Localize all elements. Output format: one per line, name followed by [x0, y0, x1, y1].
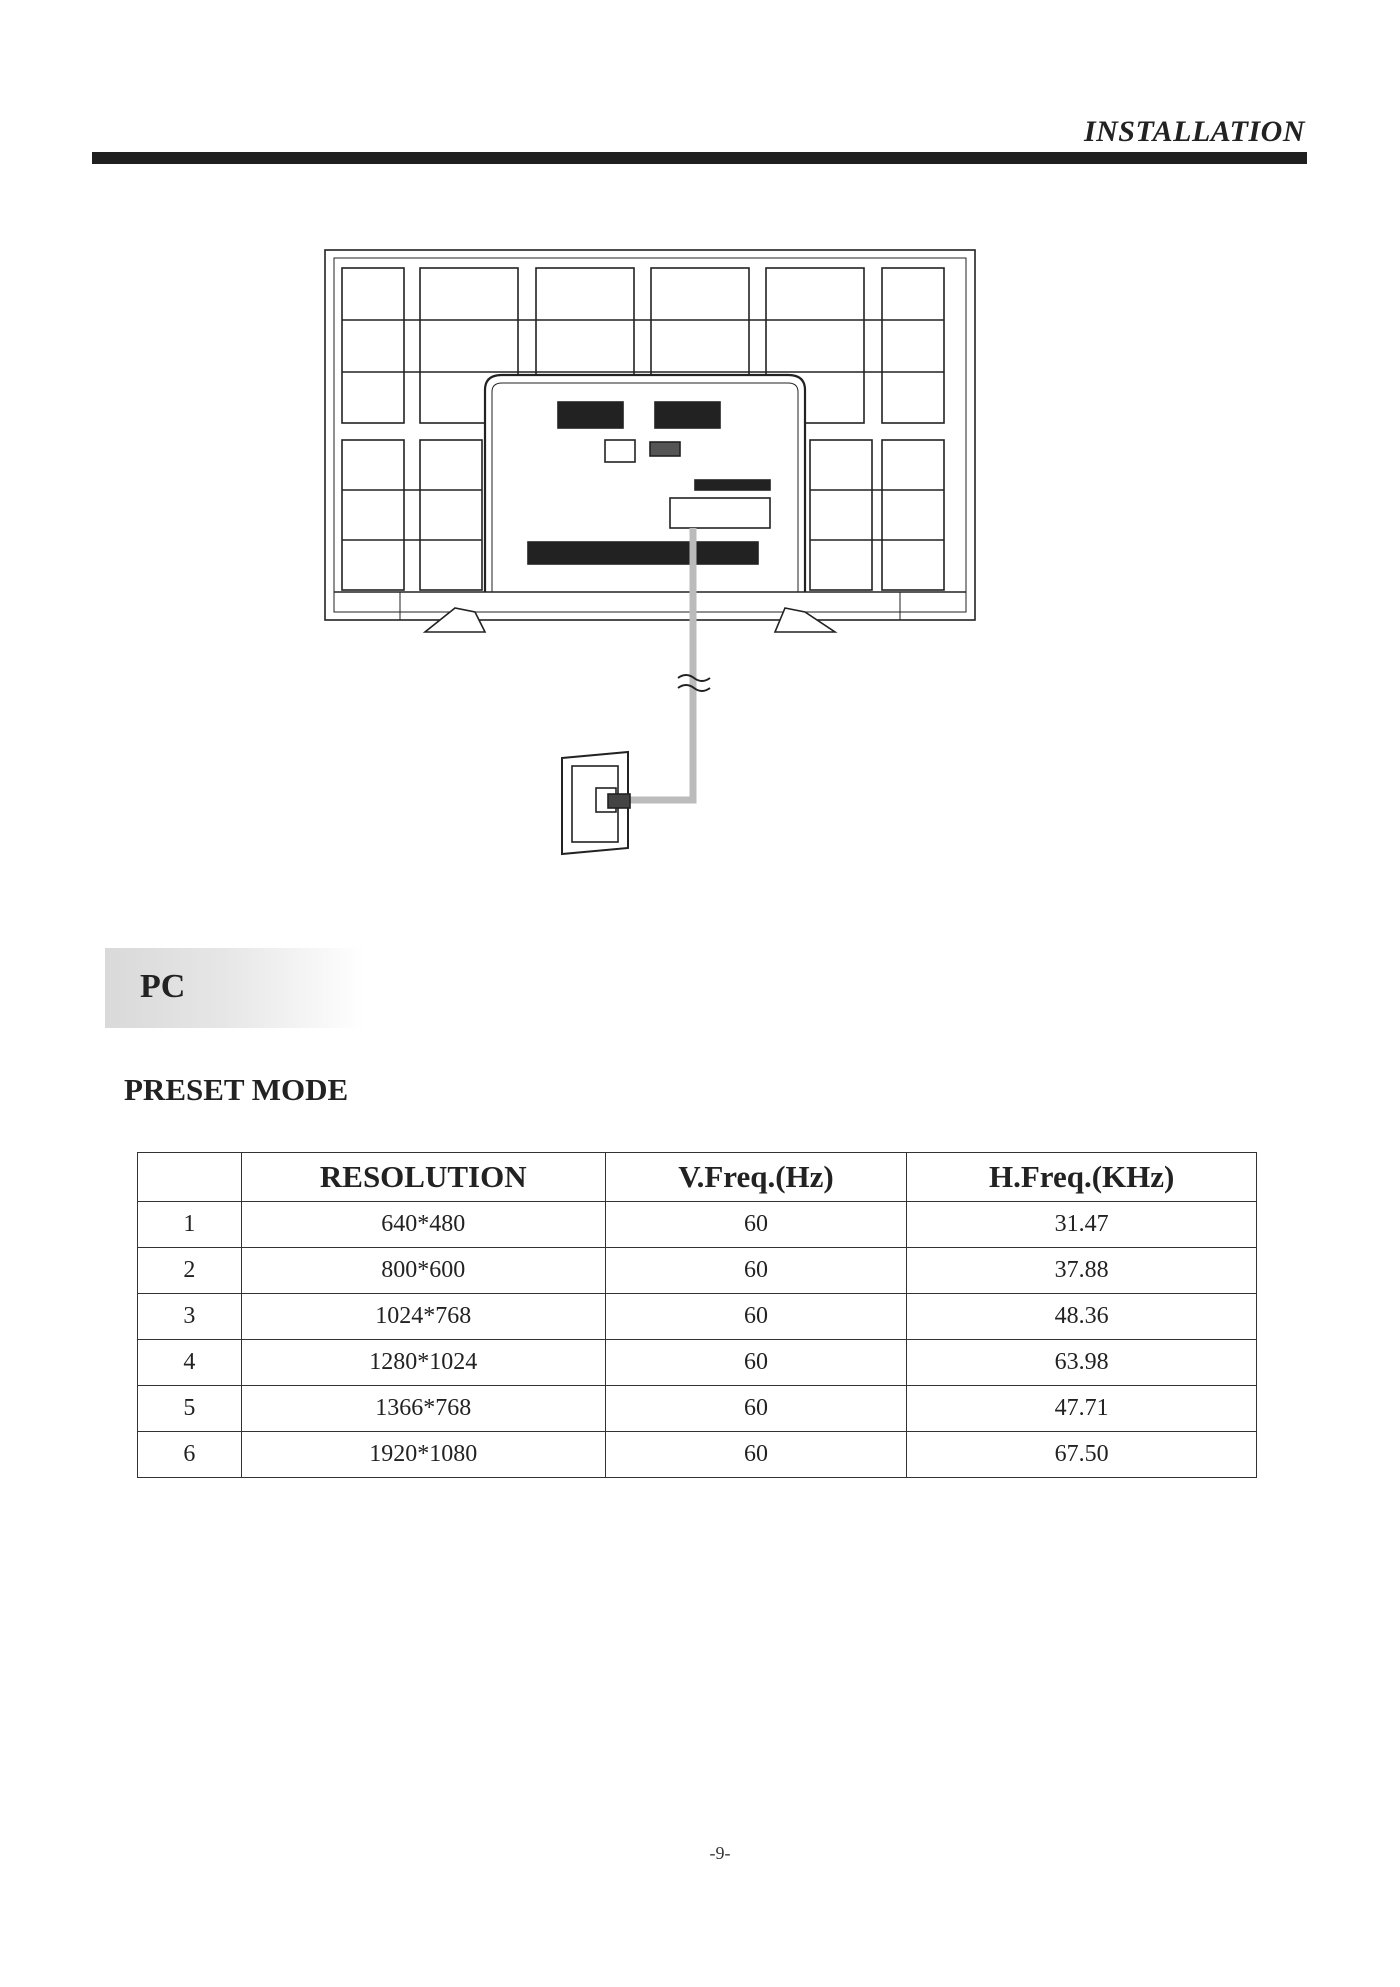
- table-row: [138, 1294, 1257, 1340]
- table-row: [138, 1432, 1257, 1478]
- table-row: [138, 1248, 1257, 1294]
- row-hfreq: 67.50: [907, 1432, 1257, 1478]
- row-vfreq: 60: [605, 1340, 907, 1386]
- row-resolution: 800*600: [241, 1248, 605, 1294]
- section-header-box: [105, 948, 365, 1028]
- page-header-title: INSTALLATION: [1083, 115, 1305, 148]
- row-vfreq: 60: [605, 1386, 907, 1432]
- row-hfreq: 31.47: [907, 1202, 1257, 1248]
- row-index: 2: [138, 1248, 242, 1294]
- section-label: PC: [140, 968, 186, 1005]
- row-resolution: 1280*1024: [241, 1340, 605, 1386]
- row-resolution: 1920*1080: [241, 1432, 605, 1478]
- connector-block: [695, 480, 770, 490]
- row-index: 6: [138, 1432, 242, 1478]
- table-header-row: [138, 1153, 1257, 1202]
- row-vfreq: 60: [605, 1202, 907, 1248]
- row-resolution: 640*480: [241, 1202, 605, 1248]
- row-index: 3: [138, 1294, 242, 1340]
- column-header-hfreq: H.Freq.(KHz): [907, 1153, 1257, 1202]
- row-index: 5: [138, 1386, 242, 1432]
- header-rule: [92, 152, 1307, 164]
- row-vfreq: 60: [605, 1432, 907, 1478]
- row-hfreq: 47.71: [907, 1386, 1257, 1432]
- row-vfreq: 60: [605, 1248, 907, 1294]
- row-hfreq: 37.88: [907, 1248, 1257, 1294]
- row-hfreq: 48.36: [907, 1294, 1257, 1340]
- power-plug: [608, 794, 630, 808]
- preset-mode-table: [137, 1152, 1257, 1478]
- tv-rear-connection-diagram: [310, 240, 1010, 860]
- row-resolution: 1366*768: [241, 1386, 605, 1432]
- row-hfreq: 63.98: [907, 1340, 1257, 1386]
- row-vfreq: 60: [605, 1294, 907, 1340]
- preset-mode-title: PRESET MODE: [124, 1072, 349, 1107]
- vga-port: [650, 442, 680, 456]
- row-index: 4: [138, 1340, 242, 1386]
- connector-block: [655, 402, 720, 428]
- column-header-vfreq: V.Freq.(Hz): [605, 1153, 907, 1202]
- row-index: 1: [138, 1202, 242, 1248]
- page-number: -9-: [709, 1843, 731, 1863]
- table-row: [138, 1340, 1257, 1386]
- column-header-index: [138, 1153, 242, 1202]
- table-row: [138, 1202, 1257, 1248]
- connector-block: [558, 402, 623, 428]
- column-header-resolution: RESOLUTION: [241, 1153, 605, 1202]
- row-resolution: 1024*768: [241, 1294, 605, 1340]
- connector-block: [528, 542, 758, 564]
- table-row: [138, 1386, 1257, 1432]
